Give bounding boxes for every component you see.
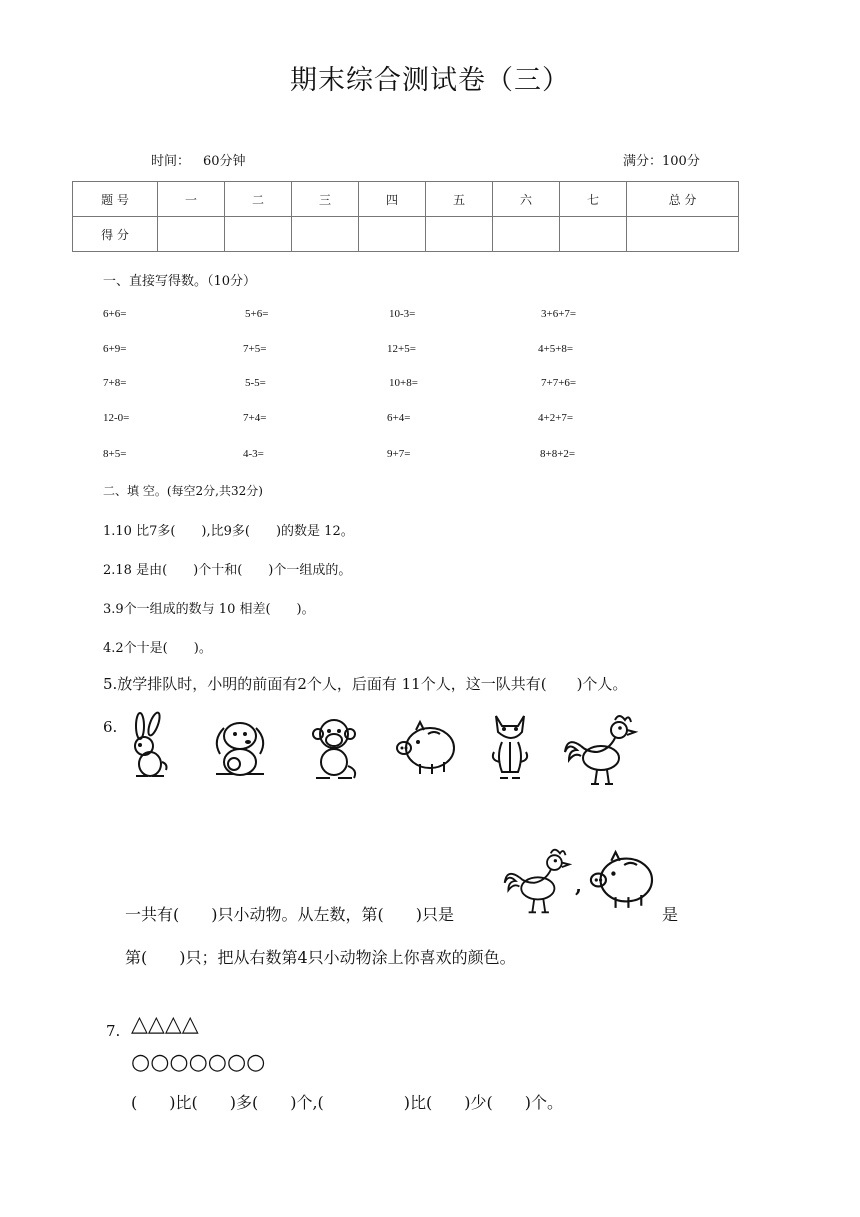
score-cell[interactable] <box>493 217 560 252</box>
arith-item: 10-3= <box>389 308 416 320</box>
section2-heading: 二、填 空。(每空2分,共32分) <box>103 484 263 498</box>
section1-heading: 一、直接写得数。（10分） <box>103 274 257 289</box>
arith-item: 12+5= <box>387 343 416 355</box>
pig-icon <box>394 720 458 776</box>
arith-item: 8+8+2= <box>540 448 576 460</box>
score-cell[interactable] <box>292 217 359 252</box>
header-cell: 二 <box>225 182 292 217</box>
question-2: 2.18 是由( )个十和( )个一组成的。 <box>103 563 352 578</box>
arith-item: 7+4= <box>243 412 267 424</box>
time-label: 时间： <box>151 154 191 169</box>
dog-icon <box>208 714 274 780</box>
rabbit-icon <box>126 712 172 780</box>
rooster-icon <box>563 712 635 788</box>
score-cell[interactable] <box>560 217 627 252</box>
circles-row: ○○○○○○○ <box>131 1050 266 1075</box>
score-table-header-row <box>73 182 739 217</box>
question-6-line1: 一共有( )只小动物。从左数，第( )只是 <box>125 905 454 924</box>
arith-item: 4+2+7= <box>538 412 574 424</box>
arith-item: 3+6+7= <box>541 308 577 320</box>
header-cell: 题 号 <box>73 182 158 217</box>
question-1: 1.10 比7多( ),比9多( )的数是 12。 <box>103 524 354 539</box>
score-table <box>72 181 739 252</box>
score-cell[interactable] <box>426 217 493 252</box>
full-score: 满分：100分 <box>623 154 700 169</box>
row-label: 得 分 <box>73 217 158 252</box>
header-cell: 三 <box>292 182 359 217</box>
score-cell[interactable] <box>158 217 225 252</box>
header-cell: 六 <box>493 182 560 217</box>
arith-item: 7+8= <box>103 377 127 389</box>
arith-item: 8+5= <box>103 448 127 460</box>
arith-item: 7+7+6= <box>541 377 577 389</box>
pig-icon <box>585 850 659 910</box>
arith-item: 7+5= <box>243 343 267 355</box>
rooster-icon <box>499 846 573 916</box>
arith-item: 10+8= <box>389 377 418 389</box>
question-6-line2: 第( )只；把从右数第4只小动物涂上你喜欢的颜色。 <box>125 948 516 967</box>
arith-item: 4+5+8= <box>538 343 574 355</box>
question-5: 5.放学排队时，小明的前面有2个人，后面有 11个人，这一队共有( )个人。 <box>103 675 628 693</box>
monkey-icon <box>310 716 360 782</box>
score-cell[interactable] <box>359 217 426 252</box>
arith-item: 6+4= <box>387 412 411 424</box>
header-cell: 总 分 <box>627 182 739 217</box>
question-7-text: ( )比( )多( )个,( )比( )少( )个。 <box>131 1093 563 1112</box>
arith-item: 9+7= <box>387 448 411 460</box>
header-cell: 一 <box>158 182 225 217</box>
arith-item: 4-3= <box>243 448 264 460</box>
header-cell: 五 <box>426 182 493 217</box>
cat-icon <box>488 712 532 782</box>
arith-item: 12-0= <box>103 412 130 424</box>
arith-item: 6+9= <box>103 343 127 355</box>
score-cell[interactable] <box>225 217 292 252</box>
header-cell: 七 <box>560 182 627 217</box>
header-cell: 四 <box>359 182 426 217</box>
triangles-row: △△△△ <box>131 1012 199 1037</box>
question-3: 3.9个一组成的数与 10 相差( )。 <box>103 602 315 617</box>
time-value: 60分钟 <box>203 154 246 169</box>
page-title: 期末综合测试卷（三） <box>290 65 570 96</box>
arith-item: 5+6= <box>245 308 269 320</box>
question-6-line1-end: 是 <box>662 905 679 924</box>
arith-item: 6+6= <box>103 308 127 320</box>
question-4: 4.2个十是( )。 <box>103 641 212 656</box>
question-6-number: 6. <box>103 718 118 736</box>
score-cell[interactable] <box>627 217 739 252</box>
question-7-number: 7. <box>106 1022 121 1040</box>
arith-item: 5-5= <box>245 377 266 389</box>
score-table-score-row <box>73 217 739 252</box>
q6-comma: , <box>575 873 582 897</box>
